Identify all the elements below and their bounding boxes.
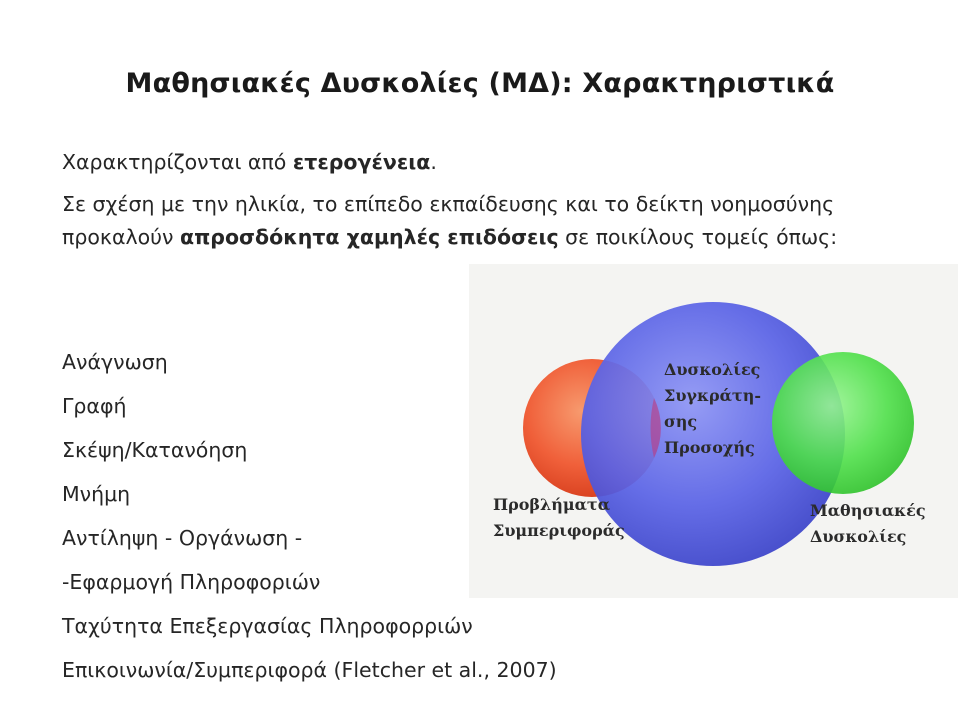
p1-bold: ετερογένεια [292,150,431,174]
right-label-line1: Μαθησιακές [810,501,926,520]
list-item: -Εφαρμογή Πληροφοριών [62,570,321,594]
right-label-line2: Δυσκολίες [810,527,907,546]
p2-end: σε ποικίλους τομείς όπως: [558,225,838,249]
list-item: Ανάγνωση [62,350,168,374]
paragraph-heterogeneity [62,146,934,179]
center-label-line2: Συγκράτη- [664,386,761,405]
left-label-line2: Συμπεριφοράς [493,521,625,540]
paragraph-performance [62,188,934,254]
p1-text: Χαρακτηρίζονται από [62,150,293,174]
left-label-line1: Προβλήματα [493,495,610,514]
list-item: Αντίληψη - Οργάνωση - [62,526,303,550]
list-item: Σκέψη/Κατανόηση [62,438,248,462]
list-item: Επικοινωνία/Συμπεριφορά (Fletcher et al., 2007) [62,658,557,682]
circle-learning-difficulties [772,352,914,494]
p2-text: Σε σχέση με την ηλικία, το επίπεδο εκπαίδευσης και το δείκτη νοημοσύνης προκαλούν [62,192,835,249]
center-label-line3: σης [664,412,698,431]
venn-diagram [469,264,958,598]
list-item: Γραφή [62,394,127,418]
venn-diagram-image [469,264,958,598]
list-item: Μνήμη [62,482,131,506]
p2-bold: απροσδόκητα χαμηλές επιδόσεις [180,225,559,249]
center-label-line4: Προσοχής [664,438,755,457]
center-label-line1: Δυσκολίες [664,360,761,379]
p1-end: . [430,150,437,174]
body-text [62,146,934,263]
list-item: Ταχύτητα Επεξεργασίας Πληροφορριών [62,614,473,638]
slide-title: Μαθησιακές Δυσκολίες (ΜΔ): Χαρακτηριστικά [125,68,835,99]
